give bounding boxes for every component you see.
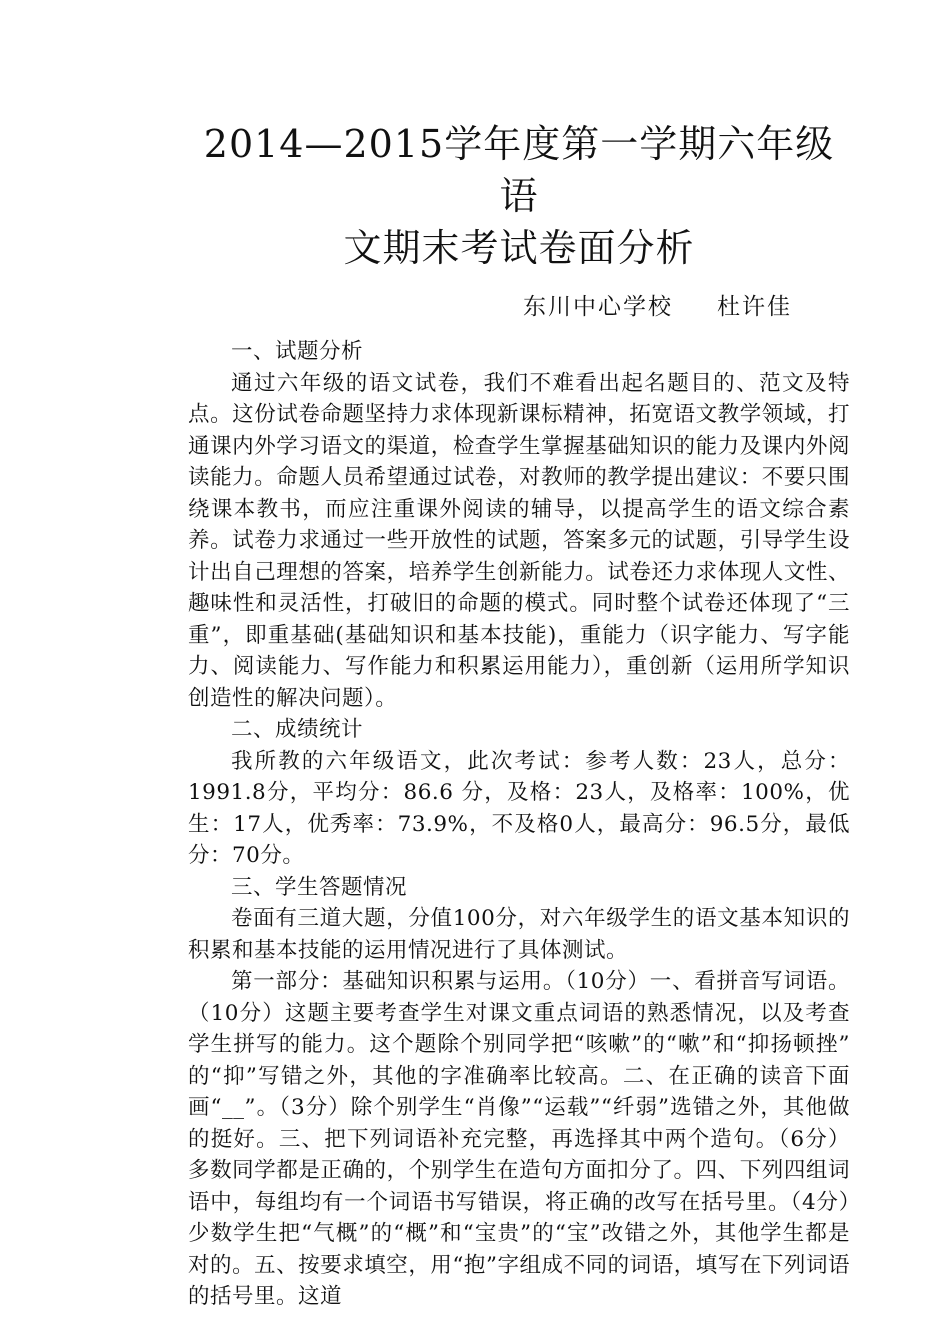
title-line-2: 文期末考试卷面分析: [343, 226, 695, 270]
document-body: [188, 336, 850, 1313]
paragraph-part-one: 第一部分：基础知识积累与运用。（10分）一、看拼音写词语。（10分）这题主要考查学生对课文重点词语的熟悉情况，以及考查学生拼写的能力。这个题除个别同学把“咳嗽”的“嗽”和“抑扬顿挫” 的“抑”写错之外，其他的字准确率比较高。二、在正确的读音下面画“__”。（3分）除个别学生“肖像”“运载”“纤弱”选错之外，其他做的挺好。三、把下列词语补充完整，再选择其中两个造句。（6分）多数同学都是正确的，个别学生在造句方面扣分了。四、下列四组词语中，每组均有一个词语书写错误，将正确的改写在括号里。（4分）少数学生把“气概”的“概”和“宝贵”的“宝”改错之外，其他学生都是对的。五、按要求填空，用“抱”字组成不同的词语，填写在下列词语的括号里。这道: [188, 969, 850, 1309]
author-line: [188, 290, 850, 324]
section-heading-3: 三、学生答题情况: [231, 874, 408, 900]
section-heading-2: 二、成绩统计: [231, 717, 364, 742]
document-page: [188, 118, 850, 1313]
document-title: [188, 118, 850, 274]
paragraph-test-analysis: 通过六年级的语文试卷，我们不难看出起名题目的、范文及特点。这份试卷命题坚持力求体现新课标精神，拓宽语文教学领域，打通课内外学习语文的渠道，检查学生掌握基础知识的能力及课内外阅读能力。命题人员希望通过试卷，对教师的教学提出建议：不要只围绕课本教书，而应注重课外阅读的辅导，以提高学生的语文综合素养。试卷力求通过一些开放性的试题，答案多元的试题，引导学生设计出自己理想的答案，培养学生创新能力。试卷还力求体现人文性、趣味性和灵活性，打破旧的命题的模式。同时整个试卷还体现了“三重”，即重基础(基础知识和基本技能)，重能力（识字能力、写字能力、阅读能力、写作能力和积累运用能力），重创新（运用所学知识创造性的解决问题）。: [188, 370, 850, 711]
title-line-1: 2014—2015学年度第一学期六年级语: [203, 122, 835, 218]
section-heading-1: 一、试题分析: [231, 339, 364, 364]
author-name: 杜许佳: [717, 294, 792, 320]
paragraph-score-statistics: 我所教的六年级语文，此次考试：参考人数：23人，总分：1991.8分，平均分：86.6 分，及格：23人，及格率：100%，优生：17人，优秀率：73.9%，不及格0人，最高分：96.5分，最低分：70分。: [188, 748, 850, 868]
school-name: 东川中心学校: [523, 294, 673, 320]
paragraph-answer-overview: 卷面有三道大题，分值100分，对六年级学生的语文基本知识的积累和基本技能的运用情况进行了具体测试。: [188, 906, 850, 963]
